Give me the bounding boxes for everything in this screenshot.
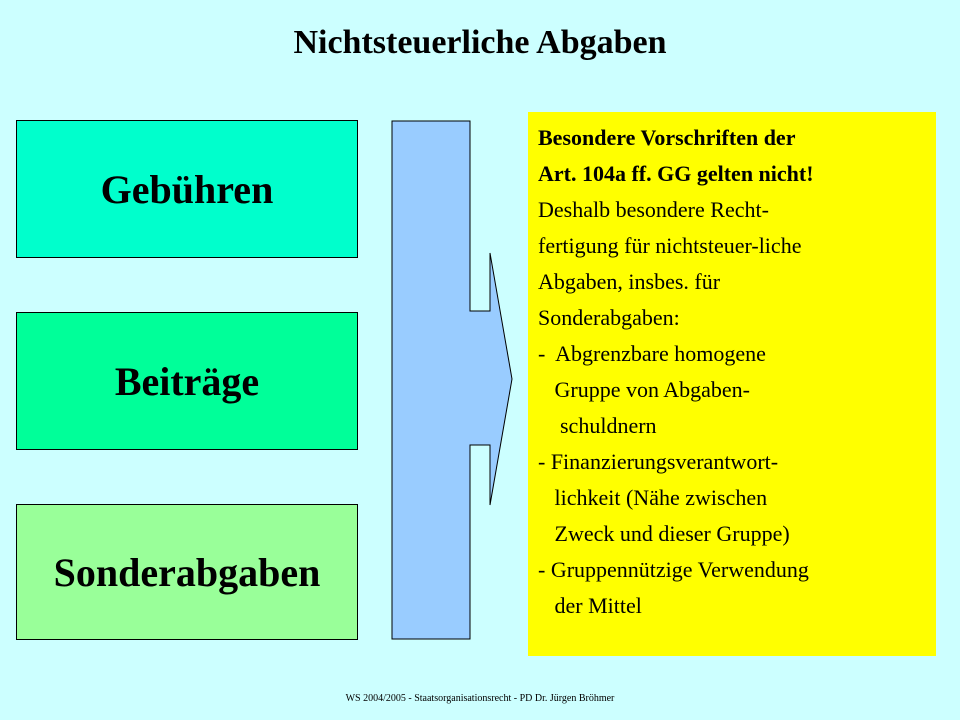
beitraege-label: Beiträge	[114, 358, 260, 404]
note-line: Abgaben, insbes. für	[538, 269, 721, 294]
gebuehren-label: Gebühren	[100, 166, 274, 212]
note-line: lichkeit (Nähe zwischen	[538, 485, 768, 510]
note-line: der Mittel	[538, 593, 642, 618]
arrow-shape	[390, 120, 520, 642]
note-line: fertigung für nichtsteuer-liche	[538, 233, 802, 258]
note-line: Deshalb besondere Recht-	[538, 197, 769, 222]
note-line: Zweck und dieser Gruppe)	[538, 521, 790, 546]
note-line: - Gruppennützige Verwendung	[538, 557, 809, 582]
note-line: Sonderabgaben:	[538, 305, 680, 330]
slide-title: Nichtsteuerliche Abgaben	[293, 24, 667, 61]
note-line: Gruppe von Abgaben-	[538, 377, 751, 402]
sonderabgaben-box	[16, 504, 358, 640]
sonderabgaben-label: Sonderabgaben	[53, 549, 321, 595]
arrow-path	[392, 121, 512, 639]
slide-footer: WS 2004/2005 - Staatsorganisationsrecht - PD Dr. Jürgen Bröhmer	[345, 693, 615, 704]
info-note	[528, 112, 936, 656]
beitraege-box	[16, 312, 358, 450]
note-line: - Finanzierungsverantwort-	[538, 449, 779, 474]
note-line: Besondere Vorschriften der	[538, 125, 796, 150]
gebuehren-box	[16, 120, 358, 258]
note-line: Art. 104a ff. GG gelten nicht!	[538, 161, 814, 186]
note-line: schuldnern	[538, 413, 657, 438]
note-line: - Abgrenzbare homogene	[538, 341, 766, 366]
